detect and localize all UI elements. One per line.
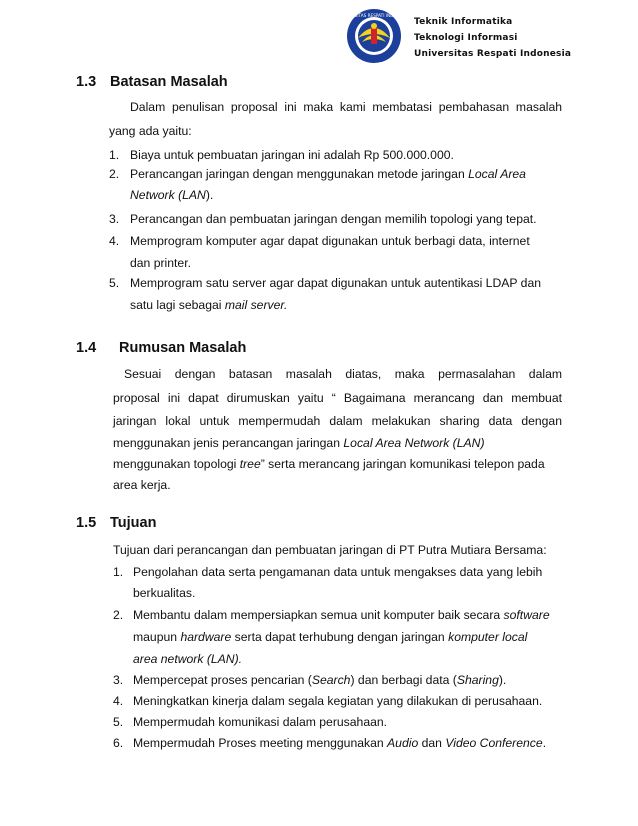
list-number: 6.: [113, 736, 124, 750]
list-item-text: Network (LAN).: [130, 188, 214, 202]
list-item-text: Biaya untuk pembuatan jaringan ini adalah Rp 500.000.000.: [130, 148, 454, 162]
list-item-text: area network (LAN).: [133, 652, 243, 666]
list-item-text: Mempercepat proses pencarian (Search) dan berbagi data (Sharing).: [133, 673, 507, 687]
list-number: 2.: [113, 608, 124, 622]
paragraph-line: Tujuan dari perancangan dan pembuatan jaringan di PT Putra Mutiara Bersama:: [113, 543, 547, 557]
paragraph-line: yang ada yaitu:: [109, 124, 192, 138]
list-number: 1.: [113, 565, 124, 579]
university-logo: [338, 8, 410, 64]
list-item-text: Perancangan jaringan dengan menggunakan metode jaringan Local Area: [130, 167, 526, 181]
list-number: 2.: [109, 167, 120, 181]
section-heading: Tujuan: [110, 515, 157, 531]
paragraph-line: Dalam penulisan proposal ini maka kami membatasi pembahasan masalah: [130, 100, 562, 114]
logo-text: UNIVERSITAS RESPATI INDONESIA: [338, 13, 410, 18]
header-line-2: Teknologi Informasi: [414, 33, 518, 43]
header-line-3: Universitas Respati Indonesia: [414, 49, 572, 59]
section-title-1-3: [76, 74, 228, 90]
list-item-text: Memprogram satu server agar dapat digunakan untuk autentikasi LDAP dan: [130, 276, 542, 290]
paragraph-line: menggunakan topologi tree” serta merancang jaringan komunikasi telepon pada: [113, 457, 545, 471]
paragraph-line: area kerja.: [113, 478, 171, 492]
header-line-1: Teknik Informatika: [414, 17, 513, 27]
list-item-text: Membantu dalam mempersiapkan semua unit komputer baik secara software: [133, 608, 550, 622]
paragraph-line: Sesuai dengan batasan masalah diatas, maka permasalahan dalam: [124, 367, 562, 381]
list-number: 5.: [109, 276, 120, 290]
list-item-text: Perancangan dan pembuatan jaringan dengan memilih topologi yang tepat.: [130, 212, 537, 226]
section-heading: Rumusan Masalah: [119, 340, 247, 356]
list-number: 3.: [109, 212, 120, 226]
section-title-1-5: [76, 515, 156, 531]
paragraph-line: jaringan lokal untuk mempermudah dalam melakukan sharing data dengan: [113, 414, 562, 428]
list-item-text: satu lagi sebagai mail server.: [130, 298, 288, 312]
paragraph-line: menggunakan jenis perancangan jaringan Local Area Network (LAN): [113, 436, 485, 450]
section-title-1-4: [76, 340, 246, 356]
institution-lines: [414, 14, 571, 62]
list-item-text: Pengolahan data serta pengamanan data untuk mengakses data yang lebih: [133, 565, 543, 579]
list-number: 5.: [113, 715, 124, 729]
list-number: 4.: [109, 234, 120, 248]
section-number: 1.5: [76, 515, 97, 531]
section-heading: Batasan Masalah: [110, 74, 228, 90]
section-number: 1.3: [76, 74, 97, 90]
list-item-text: dan printer.: [130, 256, 191, 270]
list-item-text: Mempermudah Proses meeting menggunakan Audio dan Video Conference.: [133, 736, 547, 750]
list-number: 4.: [113, 694, 124, 708]
list-item-text: maupun hardware serta dapat terhubung dengan jaringan komputer local: [133, 630, 528, 644]
list-item-text: berkualitas.: [133, 586, 196, 600]
section-number: 1.4: [76, 340, 97, 356]
list-number: 1.: [109, 148, 120, 162]
page-header: [338, 8, 604, 64]
list-number: 3.: [113, 673, 124, 687]
list-item-text: Memprogram komputer agar dapat digunakan untuk berbagi data, internet: [130, 234, 530, 248]
paragraph-line: proposal ini dapat dirumuskan yaitu “ Bagaimana merancang dan membuat: [113, 391, 562, 405]
list-item-text: Mempermudah komunikasi dalam perusahaan.: [133, 715, 388, 729]
list-item-text: Meningkatkan kinerja dalam segala kegiatan yang dilakukan di perusahaan.: [133, 694, 543, 708]
